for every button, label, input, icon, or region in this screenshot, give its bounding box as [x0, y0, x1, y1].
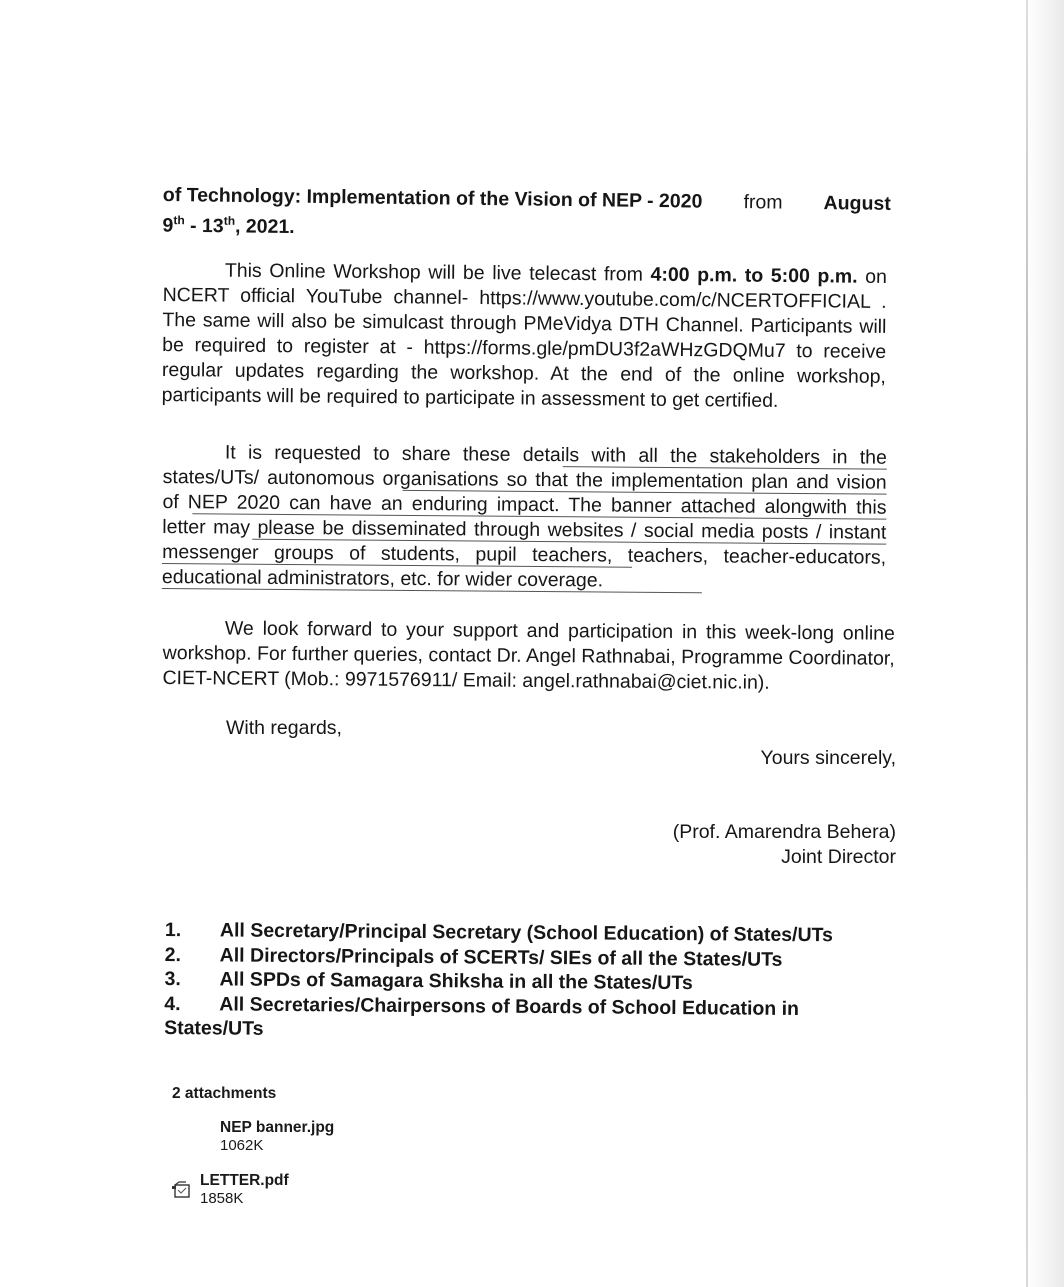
para2-line-1: It is requested to share these details with all the stakeholders in the: [224, 441, 887, 469]
scan-edge-shadow: [1026, 0, 1064, 1287]
signature-block: [673, 820, 896, 870]
recipient-item: 4. All Secretaries/Chairpersons of Boards of School Education in: [164, 992, 800, 1020]
para2-line-2: states/UTs/ autonomous organisations so that the implementation plan and vision: [162, 465, 887, 494]
para1-body: on NCERT official YouTube channel- https://www.youtube.com/c/NCERTOFFICIAL . The same will also be simulcast through PMeVidya DTH Channel. Participants will be required to register at - https://forms.gle/pmDU3f2aWHzGDQMu7 to receive regular updates regarding the workshop. At the end of the online workshop, participants will be required to participate in assessment to get certified.: [161, 265, 887, 412]
subject-month: August: [823, 192, 891, 215]
recipient-item: 3. All SPDs of Samagara Shiksha in all the States/UTs: [164, 967, 693, 995]
subject-day-start: 9: [162, 214, 174, 237]
attachment-nep-banner[interactable]: [220, 1119, 334, 1154]
attachment-letter-pdf[interactable]: [200, 1172, 289, 1207]
scan-edge-line: [1026, 0, 1028, 1287]
recipient-item: 1. All Secretary/Principal Secretary (School Education) of States/UTs: [164, 918, 833, 947]
para2-line-4: letter may please be disseminated through websites / social media posts / instant: [162, 515, 887, 544]
attachments-title: 2 attachments: [172, 1085, 277, 1102]
para1-intro: This Online Workshop will be live telecast from: [224, 259, 651, 286]
signatory-title: Joint Director: [781, 846, 896, 868]
paragraph-workshop-details: [162, 258, 887, 415]
para2-line-3: of NEP 2020 can have an enduring impact. The banner attached alongwith this: [162, 490, 887, 519]
pdf-file-icon[interactable]: [172, 1180, 192, 1200]
attachment-name[interactable]: NEP banner.jpg: [220, 1119, 335, 1136]
attachment-size: 1858K: [200, 1190, 244, 1207]
attachment-size: 1062K: [220, 1137, 264, 1154]
closing: Yours sincerely,: [760, 747, 896, 769]
subject-day-end-suffix: th: [223, 213, 236, 228]
subject-day-start-suffix: th: [173, 213, 185, 228]
subject-day-end: - 13: [184, 214, 224, 238]
attachment-name[interactable]: LETTER.pdf: [200, 1172, 289, 1189]
para1-time: 4:00 p.m. to 5:00 p.m.: [650, 263, 858, 288]
subject-text: of Technology: Implementation of the Vision of NEP - 2020: [162, 183, 703, 213]
recipient-item-continuation: States/UTs: [164, 1016, 264, 1040]
recipient-item: 2. All Directors/Principals of SCERTs/ SIEs of all the States/UTs: [164, 943, 783, 971]
para2-line-6: educational administrators, etc. for wider coverage.: [161, 565, 604, 592]
signatory-name: (Prof. Amarendra Behera): [672, 821, 896, 843]
paragraph-contact: [162, 616, 895, 697]
subject-from: from: [743, 191, 783, 214]
subject-year: , 2021.: [234, 215, 295, 239]
para3-text: We look forward to your support and participation in this week-long online workshop. For further queries, contact Dr. Angel Rathnabai, Programme Coordinator, CIET-NCERT (Mob.: 9971576911/ Email: angel.rathnabai@ciet.nic.in).: [162, 617, 895, 694]
para2-line-5: messenger groups of students, pupil teachers, teachers, teacher-educators,: [162, 540, 887, 569]
greeting: With regards,: [226, 717, 342, 739]
recipients-list: [164, 918, 905, 1046]
letter-subject: [162, 183, 891, 247]
paragraph-share-request: [162, 440, 887, 596]
